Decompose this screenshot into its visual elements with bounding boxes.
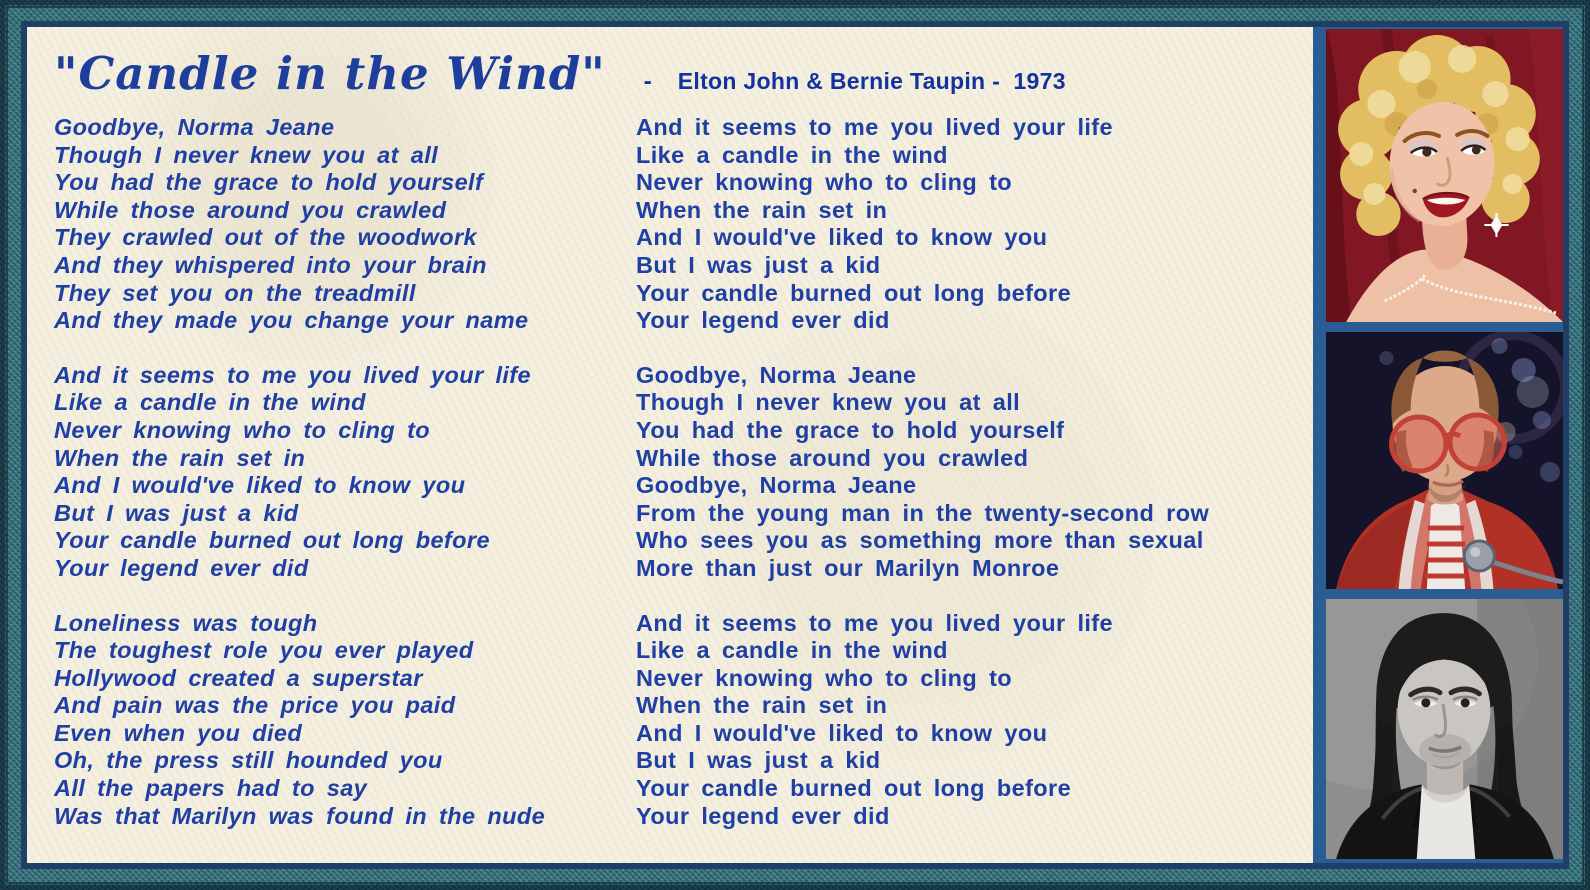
lyric-line: All the papers had to say [54,775,368,802]
lyric-line: Goodbye, Norma Jeane [636,472,917,499]
verse-4-chorus [636,114,1313,335]
lyric-line: And I would've liked to know you [636,224,1048,251]
lyric-line: Never knowing who to cling to [54,416,431,443]
lyric-line: You had the grace to hold yourself [54,169,484,196]
songwriter-credit: Elton John & Bernie Taupin - 1973 [677,68,1066,94]
lyric-line: But I was just a kid [636,251,881,278]
lyric-line: But I was just a kid [636,747,881,774]
verse-5 [636,362,1313,583]
lyric-line: And they whispered into your brain [54,251,487,278]
lyric-line: They crawled out of the woodwork [54,224,477,251]
lyric-line: Hollywood created a superstar [54,664,423,691]
lyric-line: Oh, the press still hounded you [54,747,443,774]
verse-1 [54,114,636,335]
song-title: "Candle in the Wind" [54,47,606,100]
lyric-line: Your candle burned out long before [636,775,1072,802]
lyric-line: Loneliness was tough [54,609,318,636]
lyric-line: Was that Marilyn was found in the nude [54,802,546,829]
lyric-line: And it seems to me you lived your life [636,609,1113,636]
lyric-line: Though I never knew you at all [636,389,1021,416]
lyric-line: While those around you crawled [636,444,1029,471]
lyric-line: Goodbye, Norma Jeane [54,114,335,140]
lyric-line: Your legend ever did [54,554,309,581]
lyric-line: And they made you change your name [54,307,529,334]
header-row [54,47,1313,100]
lyric-line: When the rain set in [636,196,888,223]
lyric-line: Your legend ever did [636,802,890,829]
lyric-line: Like a candle in the wind [54,389,366,416]
lyric-line: Even when you died [54,719,303,746]
lyrics-right-column [636,114,1313,857]
lyric-line: And it seems to me you lived your life [636,114,1113,140]
lyrics-area [54,114,1313,857]
lyric-line: Goodbye, Norma Jeane [636,361,917,388]
lyric-line: Never knowing who to cling to [636,169,1013,196]
song-sheet [27,27,1313,863]
lyric-line: When the rain set in [54,444,306,471]
lyric-line: And it seems to me you lived your life [54,361,531,388]
verse-2-chorus [54,362,636,583]
elton-john-photo [1326,332,1563,589]
lyric-line: The toughest role you ever played [54,637,474,664]
lyric-line: And pain was the price you paid [54,692,456,719]
lyric-line: More than just our Marilyn Monroe [636,554,1060,581]
lyric-line: While those around you crawled [54,196,447,223]
page-content [21,21,1569,869]
photo-column [1313,27,1563,863]
marilyn-monroe-photo [1326,29,1563,322]
verse-6-chorus [636,610,1313,831]
lyric-line: From the young man in the twenty-second row [636,499,1210,526]
lyric-line: Though I never knew you at all [54,141,439,168]
lyric-line: Like a candle in the wind [636,141,948,168]
lyric-line: You had the grace to hold yourself [636,416,1065,443]
bernie-taupin-photo [1326,599,1563,859]
lyric-line: Like a candle in the wind [636,637,948,664]
lyric-line: Your candle burned out long before [54,527,490,554]
title-separator-dash: - [643,68,652,95]
lyric-line: When the rain set in [636,692,888,719]
lyric-line: But I was just a kid [54,499,299,526]
lyric-line: Never knowing who to cling to [636,664,1013,691]
lyric-line: Your candle burned out long before [636,279,1072,306]
lyric-line: And I would've liked to know you [54,472,466,499]
lyric-line: Your legend ever did [636,307,890,334]
verse-3 [54,610,636,831]
lyric-line: And I would've liked to know you [636,719,1048,746]
lyric-line: They set you on the treadmill [54,279,416,306]
lyrics-left-column [54,114,636,857]
lyric-line: Who sees you as something more than sexual [636,527,1204,554]
